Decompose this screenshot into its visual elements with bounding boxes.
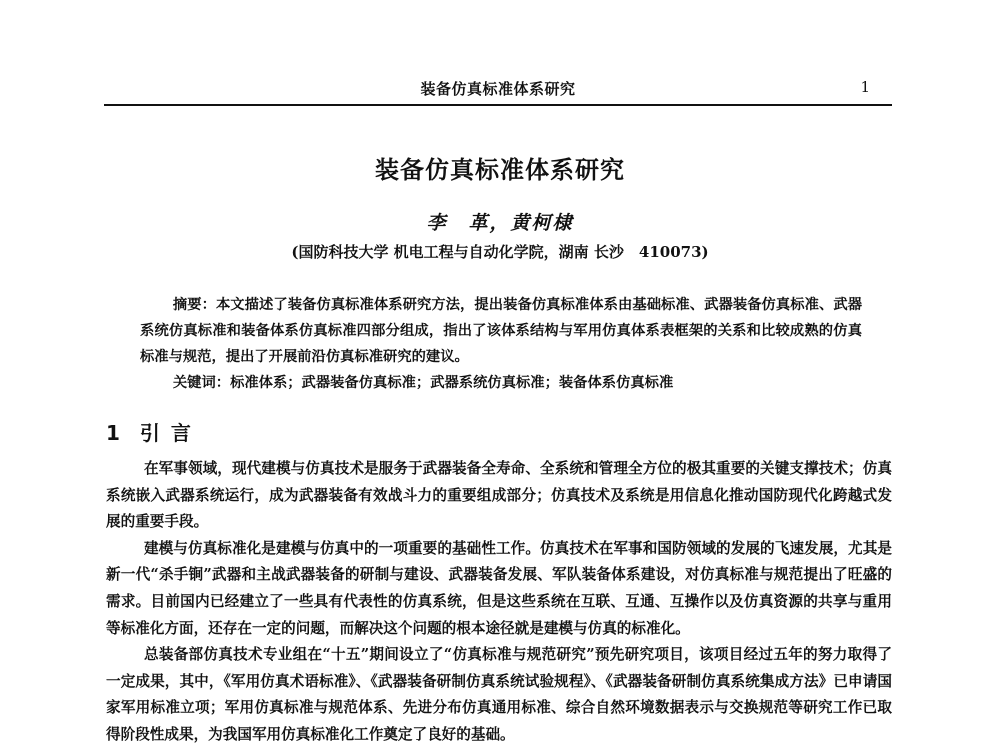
section-heading <box>106 417 193 446</box>
paper-title: 装备仿真标准体系研究 <box>375 156 625 184</box>
abstract-block <box>140 292 862 396</box>
authors: 李 革，黄柯棣 <box>426 212 574 234</box>
body-text <box>106 456 892 749</box>
running-header <box>104 76 892 106</box>
body-paragraph: 在军事领域，现代建模与仿真技术是服务于武器装备全寿命、全系统和管理全方位的极其重要的关键支撑技术；仿真系统嵌入武器系统运行，成为武器装备有效战斗力的重要组成部分；仿真技术及系统是用信息化推动国防现代化跨越式发展的重要手段。 <box>106 460 892 531</box>
keywords-text: 标准体系；武器装备仿真标准；武器系统仿真标准；装备体系仿真标准 <box>230 375 674 391</box>
abstract-text: 本文描述了装备仿真标准体系研究方法，提出装备仿真标准体系由基础标准、武器装备仿真标准、武器系统仿真标准和装备体系仿真标准四部分组成，指出了该体系结构与军用仿真体系表框架的关系和比较成熟的仿真标准与规范，提出了开展前沿仿真标准研究的建议。 <box>140 297 862 365</box>
running-title: 装备仿真标准体系研究 <box>420 80 576 98</box>
page-number: 1 <box>860 78 870 96</box>
keywords-label: 关键词： <box>172 375 231 391</box>
section-number: 1 <box>106 421 122 445</box>
keywords-line <box>140 370 862 396</box>
body-paragraph: 总装备部仿真技术专业组在“十五”期间设立了“仿真标准与规范研究”预先研究项目，该项目经过五年的努力取得了一定成果，其中，《军用仿真术语标准》、《武器装备研制仿真系统试验规程》、《武器装备研制仿真系统集成方法》已申请国家军用标准立项；军用仿真标准与规范体系、先进分布仿真通用标准、综合自然环境数据表示与交换规范等研究工作已取得阶段性成果，为我国军用仿真标准化工作奠定了良好的基础。 <box>106 646 892 743</box>
abstract-paragraph <box>140 292 862 370</box>
affiliation: (国防科技大学 机电工程与自动化学院，湖南 长沙 410073) <box>291 243 709 261</box>
abstract-label: 摘要： <box>172 297 216 313</box>
body-paragraph: 建模与仿真标准化是建模与仿真中的一项重要的基础性工作。仿真技术在军事和国防领域的发展的飞速发展，尤其是新一代“杀手锏”武器和主战武器装备的研制与建设、武器装备发展、军队装备体系建设，对仿真标准与规范提出了旺盛的需求。目前国内已经建立了一些具有代表性的仿真系统，但是这些系统在互联、互通、互操作以及仿真资源的共享与重用等标准化方面，还存在一定的问题，而解决这个问题的根本途径就是建模与仿真的标准化。 <box>106 539 892 637</box>
section-title: 引 言 <box>139 421 193 445</box>
